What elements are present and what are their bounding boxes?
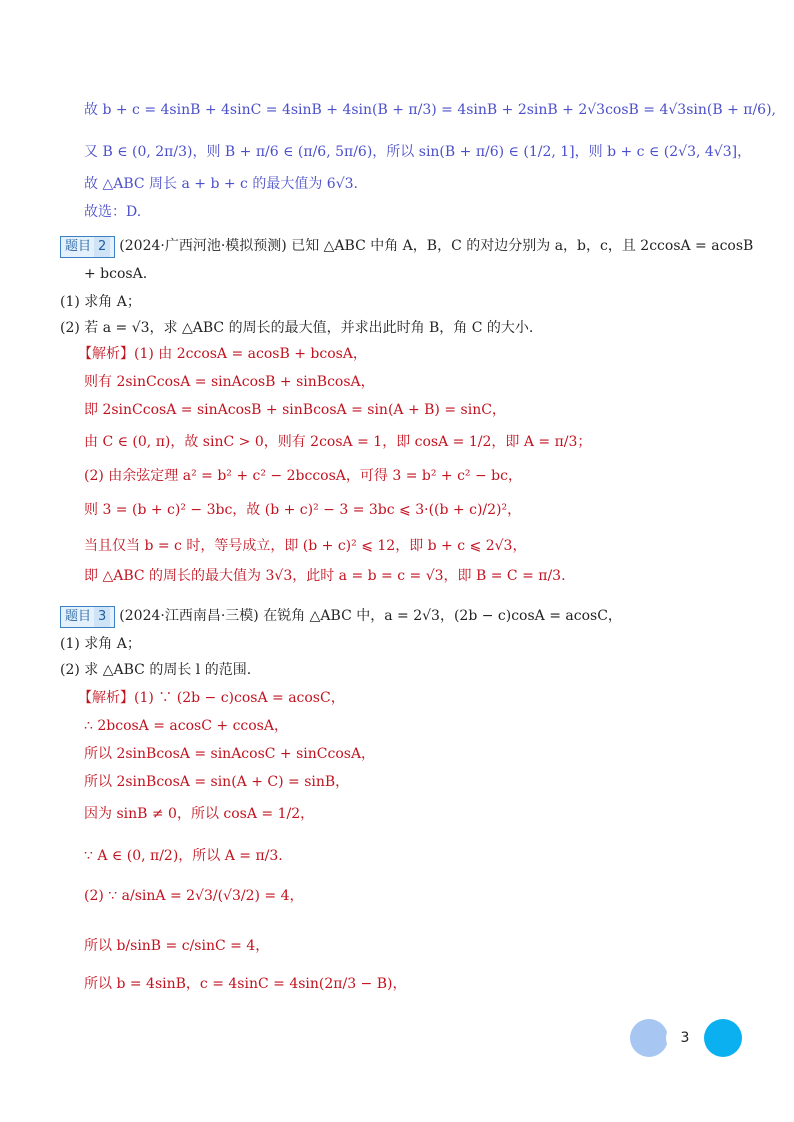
nav-circle-right bbox=[704, 1019, 742, 1057]
solution-line: ∴ 2bcosA = acosC + ccosA， bbox=[84, 718, 288, 734]
page-number: 3 bbox=[680, 1030, 690, 1046]
solution-line: 故 △ABC 周长 a + b + c 的最大值为 6√3. bbox=[84, 176, 358, 192]
problem-tag: 题目 3 bbox=[60, 606, 115, 628]
solution-line: 由 C ∈ (0, π)，故 sinC > 0，则有 2cosA = 1，即 cosA = 1/2，即 A = π/3； bbox=[84, 434, 592, 450]
solution-line: 所以 b/sinB = c/sinC = 4， bbox=[84, 938, 270, 954]
solution-line: 【解析】(1) 由 2ccosA = acosB + bcosA， bbox=[78, 346, 367, 362]
problem-2-statement: (2024·广西河池·模拟预测) 已知 △ABC 中角 A，B，C 的对边分别为 a，b，c，且 2ccosA = acosB bbox=[119, 238, 754, 254]
page-number-badge bbox=[630, 1019, 742, 1057]
solution-line: ∵ A ∈ (0, π/2)，所以 A = π/3. bbox=[84, 848, 283, 864]
solution-line: 故选：D. bbox=[84, 204, 142, 220]
solution-line: 则 3 = (b + c)² − 3bc，故 (b + c)² − 3 = 3bc ⩽ 3·((b + c)/2)²， bbox=[84, 502, 522, 518]
solution-line: 【解析】(1) ∵ (2b − c)cosA = acosC， bbox=[78, 690, 345, 706]
solution-line: 所以 b = 4sinB，c = 4sinC = 4sin(2π/3 − B)， bbox=[84, 976, 407, 992]
question-part: (1) 求角 A； bbox=[60, 294, 141, 310]
solution-line: 故 b + c = 4sinB + 4sinC = 4sinB + 4sin(B + π/3) = 4sinB + 2sinB + 2√3cosB = 4√3sin(B + π/6), bbox=[84, 102, 776, 118]
problem-2-statement-cont: + bcosA. bbox=[84, 266, 148, 282]
problem-3-heading bbox=[60, 606, 622, 628]
solution-line: 则有 2sinCcosA = sinAcosB + sinBcosA， bbox=[84, 374, 375, 390]
solution-line: 即 △ABC 的周长的最大值为 3√3，此时 a = b = c = √3，即 B = C = π/3. bbox=[84, 568, 566, 584]
solution-line: 因为 sinB ≠ 0，所以 cosA = 1/2， bbox=[84, 806, 315, 822]
question-part: (2) 若 a = √3，求 △ABC 的周长的最大值，并求出此时角 B，角 C 的大小. bbox=[60, 320, 534, 336]
solution-line: 所以 2sinBcosA = sinAcosC + sinCcosA， bbox=[84, 746, 376, 762]
question-part: (1) 求角 A； bbox=[60, 636, 141, 652]
solution-line: 即 2sinCcosA = sinAcosB + sinBcosA = sin(A + B) = sinC， bbox=[84, 402, 506, 418]
problem-tag: 题目 2 bbox=[60, 236, 115, 258]
solution-line: 当且仅当 b = c 时，等号成立，即 (b + c)² ⩽ 12，即 b + c ⩽ 2√3， bbox=[84, 538, 527, 554]
solution-line: 所以 2sinBcosA = sin(A + C) = sinB， bbox=[84, 774, 350, 790]
question-part: (2) 求 △ABC 的周长 l 的范围. bbox=[60, 662, 252, 678]
solution-line: 又 B ∈ (0, 2π/3)，则 B + π/6 ∈ (π/6, 5π/6)，所以 sin(B + π/6) ∈ (1/2, 1]，则 b + c ∈ (2√3, 4√3]， bbox=[84, 144, 752, 160]
problem-2-heading bbox=[60, 236, 753, 258]
solution-line: (2) 由余弦定理 a² = b² + c² − 2bccosA，可得 3 = b² + c² − bc， bbox=[84, 468, 522, 484]
solution-line: (2) ∵ a/sinA = 2√3/(√3/2) = 4， bbox=[84, 888, 304, 904]
nav-circle-left bbox=[630, 1019, 668, 1057]
problem-3-statement: (2024·江西南昌·三模) 在锐角 △ABC 中，a = 2√3，(2b − c)cosA = acosC， bbox=[119, 608, 622, 624]
